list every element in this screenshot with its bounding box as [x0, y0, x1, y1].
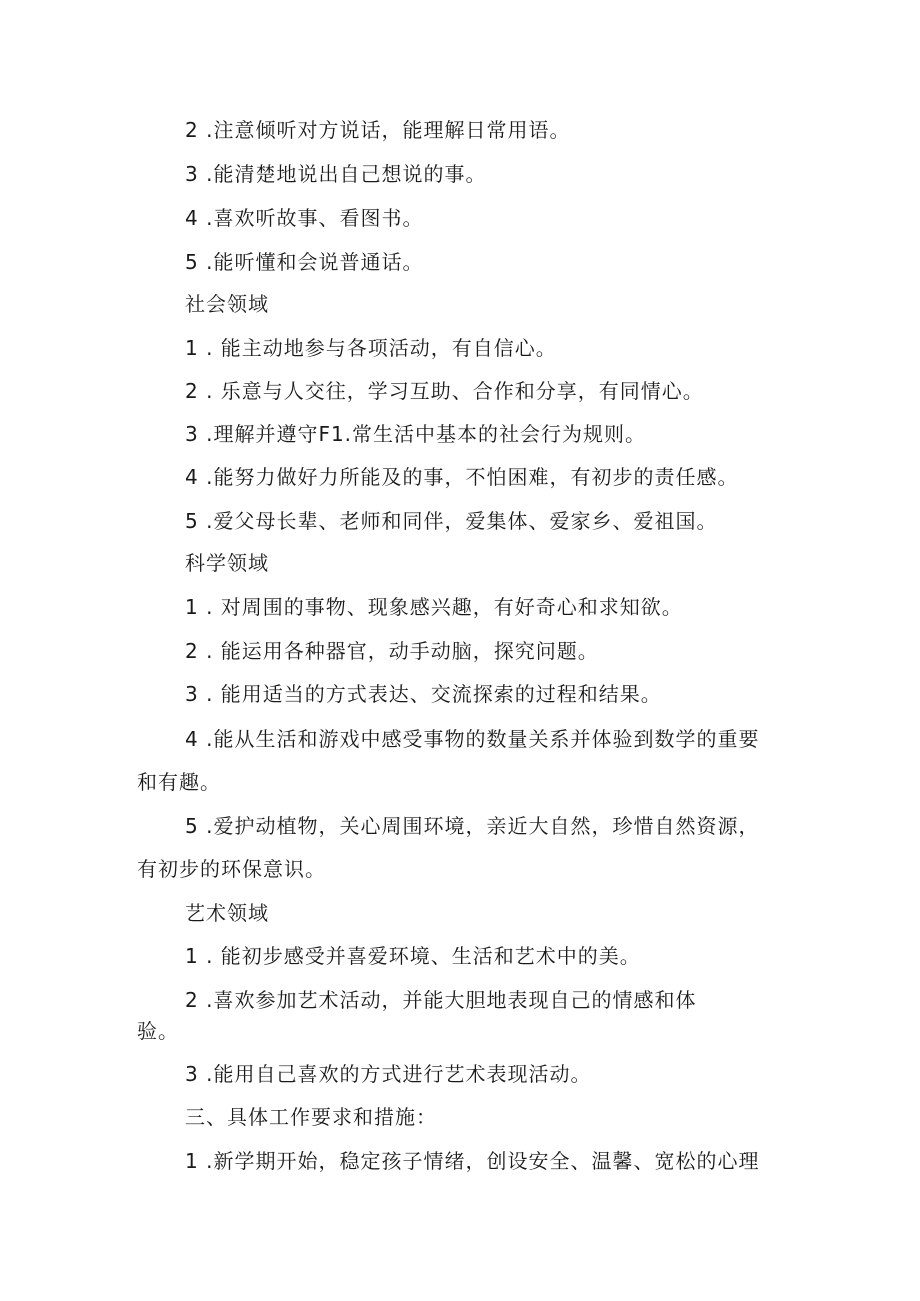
art-item-1: 1 . 能初步感受并喜爱环境、生活和艺术中的美。 [185, 944, 641, 968]
requirements-item-1: 1 .新学期开始，稳定孩子情绪，创设安全、温馨、宽松的心理 [185, 1149, 760, 1173]
science-item-1: 1 . 对周围的事物、现象感兴趣，有好奇心和求知欲。 [185, 595, 683, 619]
science-item-2: 2 . 能运用各种器官，动手动脑，探究问题。 [185, 639, 599, 663]
language-item-3: 3 .能清楚地说出自己想说的事。 [185, 162, 487, 186]
language-item-2: 2 .注意倾听对方说话，能理解日常用语。 [185, 118, 571, 142]
social-item-5: 5 .爱父母长辈、老师和同伴，爱集体、爱家乡、爱祖国。 [185, 509, 718, 533]
social-item-1: 1 . 能主动地参与各项活动，有自信心。 [185, 336, 557, 360]
science-item-5-continued: 有初步的环保意识。 [137, 857, 326, 881]
science-item-5: 5 .爱护动植物，关心周围环境，亲近大自然，珍惜自然资源， [185, 814, 760, 838]
art-item-2: 2 .喜欢参加艺术活动，并能大胆地表现自己的情感和体 [185, 988, 697, 1012]
science-item-4: 4 .能从生活和游戏中感受事物的数量关系并体验到数学的重要 [185, 727, 760, 751]
art-domain-heading: 艺术领域 [185, 901, 269, 925]
art-item-3: 3 .能用自己喜欢的方式进行艺术表现活动。 [185, 1062, 592, 1086]
language-item-4: 4 .喜欢听故事、看图书。 [185, 206, 424, 230]
social-item-2: 2 . 乐意与人交往，学习互助、合作和分享，有同情心。 [185, 379, 704, 403]
science-item-4-continued: 和有趣。 [137, 770, 221, 794]
social-item-3: 3 .理解并遵守F1.常生活中基本的社会行为规则。 [185, 422, 647, 446]
social-domain-heading: 社会领域 [185, 292, 269, 316]
section-heading-requirements: 三、具体工作要求和措施： [185, 1105, 437, 1129]
science-item-3: 3 . 能用适当的方式表达、交流探索的过程和结果。 [185, 682, 662, 706]
language-item-5: 5 .能听懂和会说普通话。 [185, 250, 424, 274]
social-item-4: 4 .能努力做好力所能及的事，不怕困难，有初步的责任感。 [185, 465, 739, 489]
science-domain-heading: 科学领域 [185, 551, 269, 575]
art-item-2-continued: 验。 [137, 1019, 179, 1043]
